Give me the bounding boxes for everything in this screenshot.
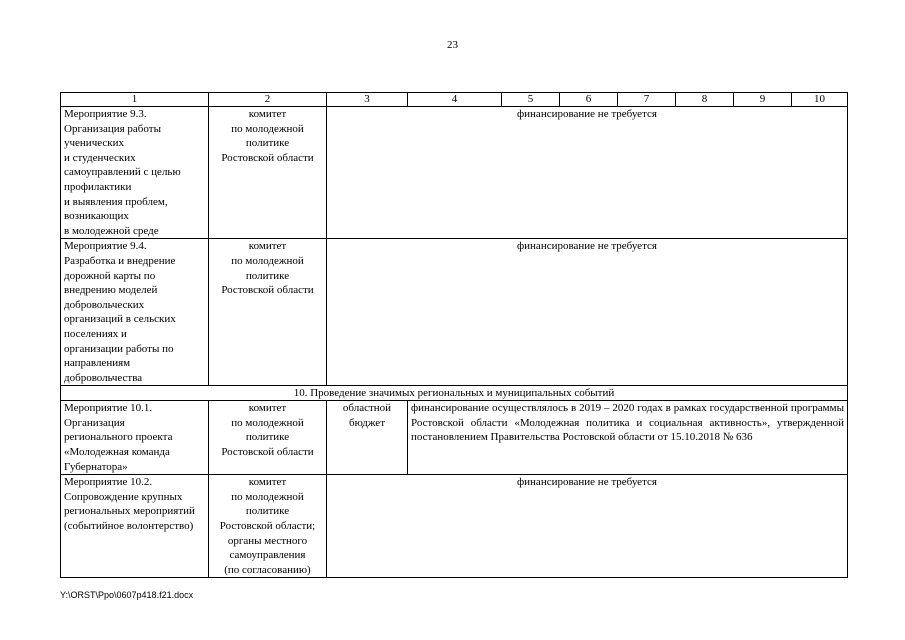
measure-title-line: и студенческих	[64, 151, 136, 164]
measure-title-cell	[61, 239, 209, 386]
measure-title-line: регионального проекта	[64, 431, 173, 444]
financing-cell: финансирование осуществлялось в 2019 – 2020 годах в рамках государственной программы Ростовской области «Молодежная политика и социальная активность», утвержденной постановлением Правительства Ростовской области от 15.10.2018 № 636	[408, 401, 848, 475]
table-row	[61, 239, 848, 386]
responsible-cell	[209, 475, 327, 578]
responsible-line: политике	[245, 269, 290, 282]
measure-title-cell	[61, 475, 209, 578]
responsible-line: самоуправления	[229, 549, 306, 562]
measures-table	[60, 92, 848, 578]
table-header-row	[61, 93, 848, 107]
measure-title-cell	[61, 401, 209, 475]
column-header: 4	[408, 93, 502, 107]
responsible-cell	[209, 239, 327, 386]
column-header: 1	[61, 93, 209, 107]
responsible-line: Ростовской области	[221, 151, 314, 164]
measure-title-cell	[61, 107, 209, 239]
measure-title-line: Организация	[64, 416, 125, 429]
responsible-line: органы местного	[227, 534, 308, 547]
section-heading: 10. Проведение значимых региональных и муниципальных событий	[61, 386, 848, 401]
responsible-line: политике	[245, 431, 290, 444]
measure-title-line: добровольческих	[64, 298, 145, 311]
table-row	[61, 401, 848, 475]
table-row	[61, 475, 848, 578]
column-header: 9	[734, 93, 792, 107]
column-header: 3	[327, 93, 408, 107]
financing-cell: финансирование не требуется	[327, 107, 848, 239]
measure-title-line: внедрению моделей	[64, 284, 158, 297]
responsible-line: по молодежной	[231, 254, 304, 267]
measure-title-line: возникающих	[64, 210, 129, 223]
responsible-line: по молодежной	[231, 416, 304, 429]
column-header: 7	[618, 93, 676, 107]
measure-title-line: в молодежной среде	[64, 224, 159, 237]
budget-source-line: областной	[342, 402, 392, 415]
column-header: 5	[502, 93, 560, 107]
measure-title-line: поселениях и	[64, 327, 127, 340]
responsible-line: Ростовской области	[221, 446, 314, 459]
measure-title-line: Мероприятие 9.3.	[64, 108, 147, 120]
measure-title-line: Мероприятие 10.2.	[64, 476, 153, 489]
measure-title-line: Губернатора»	[64, 460, 128, 473]
responsible-line: комитет	[248, 240, 287, 253]
financing-cell: финансирование не требуется	[327, 239, 848, 386]
measure-title-line: Мероприятие 10.1.	[64, 402, 153, 415]
responsible-cell	[209, 401, 327, 475]
column-header: 6	[560, 93, 618, 107]
responsible-line: политике	[245, 137, 290, 150]
column-header: 8	[676, 93, 734, 107]
page-number: 23	[447, 39, 458, 51]
measure-title-line: Разработка и внедрение	[64, 254, 176, 267]
column-header: 10	[792, 93, 848, 107]
measure-title-line: организаций в сельских	[64, 313, 176, 326]
measure-title-line: Сопровождение крупных	[64, 490, 183, 503]
file-path-footer: Y:\ORST\Ppo\0607p418.f21.docx	[60, 590, 194, 600]
responsible-line: политике	[245, 505, 290, 518]
responsible-line: Ростовской области;	[219, 520, 316, 533]
responsible-line: комитет	[248, 476, 287, 489]
responsible-line: по молодежной	[231, 490, 304, 503]
measure-title-line: организации работы по	[64, 342, 174, 355]
section-row	[61, 386, 848, 401]
measure-title-line: дорожной карты по	[64, 269, 156, 282]
measure-title-line: региональных мероприятий	[64, 505, 195, 518]
measure-title-line: Организация работы	[64, 122, 161, 135]
column-header: 2	[209, 93, 327, 107]
measure-title-line: самоуправлений с целью	[64, 166, 181, 179]
measure-title-line: профилактики	[64, 180, 132, 193]
budget-source-line: бюджет	[349, 416, 385, 429]
measure-title-line: «Молодежная команда	[64, 446, 170, 459]
financing-cell: финансирование не требуется	[327, 475, 848, 578]
measure-title-line: Мероприятие 9.4.	[64, 240, 147, 253]
responsible-line: (по согласованию)	[224, 563, 311, 576]
measure-title-line: направлениям	[64, 357, 131, 370]
measure-title-line: ученических	[64, 137, 124, 150]
budget-source-cell	[327, 401, 408, 475]
responsible-line: по молодежной	[231, 122, 304, 135]
responsible-cell	[209, 107, 327, 239]
table-row	[61, 107, 848, 239]
responsible-line: комитет	[248, 108, 287, 120]
responsible-line: Ростовской области	[221, 284, 314, 297]
measure-title-line: и выявления проблем,	[64, 195, 168, 208]
responsible-line: комитет	[248, 402, 287, 415]
measure-title-line: (событийное волонтерство)	[64, 520, 194, 533]
measure-title-line: добровольчества	[64, 371, 143, 384]
